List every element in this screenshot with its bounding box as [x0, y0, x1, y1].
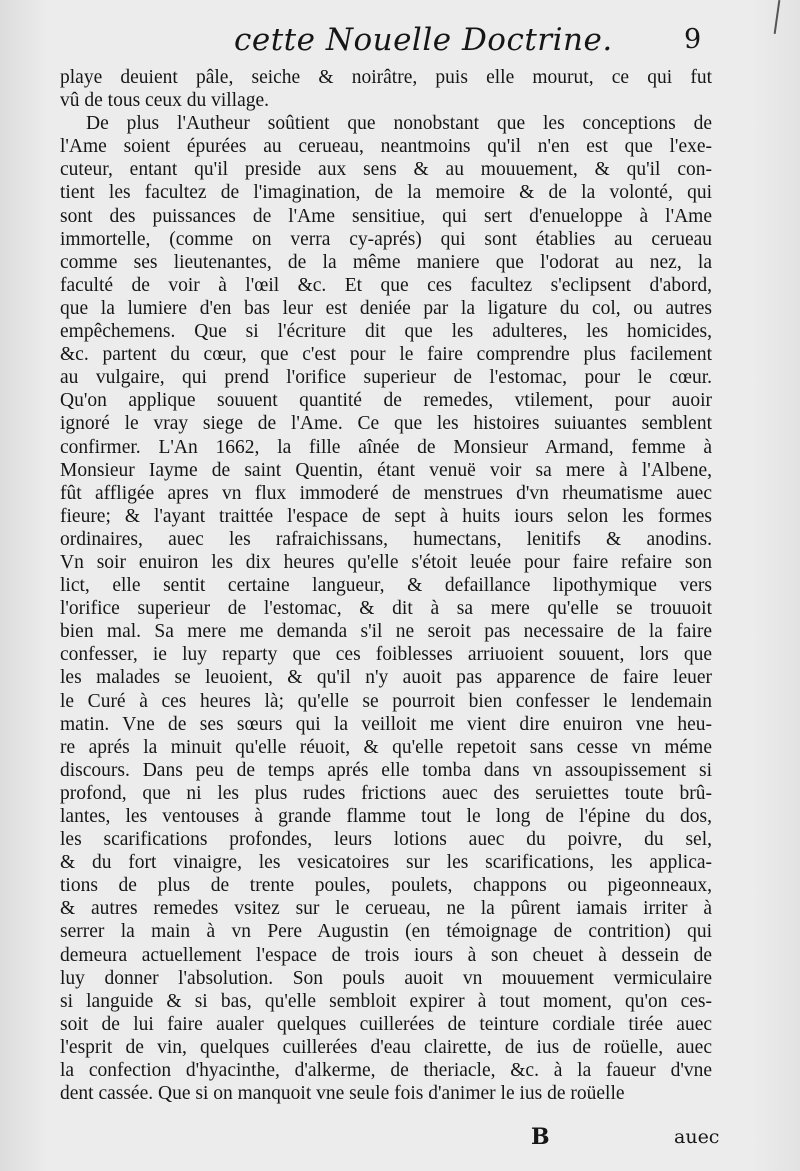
signature-mark: B — [531, 1124, 550, 1150]
text-line: confesser, ie luy reparty que ces foiblesses arriuoient souuent, lors que — [60, 644, 712, 666]
text-line: lict, elle sentit certaine langueur, & defaillance lipothymique vers — [60, 575, 712, 597]
text-line: Qu'on applique souuent quantité de remedes, vtilement, pour auoir — [60, 390, 712, 412]
text-line: comme ses lieutenantes, de la même maniere que l'odorat au nez, la — [60, 251, 712, 273]
text-line: soit de lui faire aualer quelques cuillerées de teinture cordiale tirée auec — [60, 1013, 712, 1035]
page-number: 9 — [684, 24, 702, 55]
text-line: l'Ame soient épurées au cerueau, neantmoins qu'il n'en est que l'exe- — [60, 136, 712, 158]
page-header — [0, 22, 800, 62]
text-line: bien mal. Sa mere me demanda s'il ne seroit pas necessaire de la faire — [60, 621, 712, 643]
page-body-text — [60, 66, 712, 1105]
text-line: Vn soir enuiron les dix heures qu'elle s'étoit leuée pour faire refaire son — [60, 551, 712, 573]
text-line: sont des puissances de l'Ame sensitiue, qui sert d'enueloppe à l'Ame — [60, 205, 712, 227]
text-line: fût affligée apres vn flux immoderé de menstrues d'vn rheumatisme auec — [60, 482, 712, 504]
text-line: ordinaires, auec les rafraichissans, humectans, lenitifs & anodins. — [60, 528, 712, 550]
text-line: le Curé à ces heures là; qu'elle se pourroit bien confesser le lendemain — [60, 690, 712, 712]
text-line: tions de plus de trente poules, poulets, chappons ou pigeonneaux, — [60, 875, 712, 897]
text-line: De plus l'Autheur soûtient que nonobstant que les conceptions de — [86, 113, 712, 135]
text-line: faculté de voir à l'œil &c. Et que ces facultez s'eclipsent d'abord, — [60, 274, 712, 296]
text-line: playe deuient pâle, seiche & noirâtre, puis elle mourut, ce qui fut — [60, 67, 712, 88]
text-line: & du fort vinaigre, les vesicatoires sur les scarifications, les applica- — [60, 852, 712, 874]
text-line: dent cassée. Que si on manquoit vne seule fois d'animer le ius de roüelle — [60, 1083, 625, 1105]
text-line: l'orifice superieur de l'estomac, & dit à sa mere qu'elle se trouuoit — [60, 598, 712, 620]
text-line: tient les facultez de l'imagination, de la memoire & de la volonté, qui — [60, 182, 712, 204]
text-line: matin. Vne de ses sœurs qui la veilloit me vient dire enuiron vne heu- — [60, 713, 712, 735]
text-line: l'esprit de vin, quelques cuillerées d'eau clairette, de ius de roüelle, auec — [60, 1036, 712, 1058]
text-line: les scarifications profondes, leurs lotions auec du poivre, du sel, — [60, 829, 712, 851]
text-line: demeura actuellement l'espace de trois iours à son cheuet à dessein de — [60, 944, 712, 966]
running-title: cette Nouelle Doctrine. — [234, 22, 613, 58]
text-line: ignoré le vray siege de l'Ame. Ce que les histoires suiuantes semblent — [60, 413, 712, 435]
text-line: au vulgaire, qui prend l'orifice superieur de l'estomac, pour le cœur. — [60, 367, 712, 389]
text-line: si languide & si bas, qu'elle sembloit expirer à tout moment, qu'on ces- — [60, 990, 712, 1012]
catchword: auec — [674, 1126, 720, 1148]
text-line: profond, que ni les plus rudes frictions auec des seruiettes toute brû- — [60, 782, 712, 804]
text-line: cuteur, entant qu'il preside aux sens & au mouuement, & qu'il con- — [60, 159, 712, 181]
text-line: serrer la main à vn Pere Augustin (en témoignage de contrition) qui — [60, 921, 712, 943]
text-line: que la lumiere d'en bas leur est deniée par la ligature du col, ou autres — [60, 297, 712, 319]
text-line: empêchemens. Que si l'écriture dit que les adulteres, les homicides, — [60, 321, 712, 343]
text-line: &c. partent du cœur, que c'est pour le faire comprendre plus facilement — [60, 344, 712, 366]
text-line: immortelle, (comme on verra cy-aprés) qui sont établies au cerueau — [60, 228, 712, 250]
text-line: les malades se leuoient, & qu'il n'y auoit pas apparence de faire leuer — [60, 667, 712, 689]
text-line: luy donner l'absolution. Son pouls auoit vn mouuement vermiculaire — [60, 967, 712, 989]
text-line: confirmer. L'An 1662, la fille aînée de Monsieur Armand, femme à — [60, 436, 712, 458]
text-line: fieure; & l'ayant traittée l'espace de sept à huits iours selon les formes — [60, 505, 712, 527]
text-line: vû de tous ceux du village. — [60, 90, 270, 112]
text-line: Monsieur Iayme de saint Quentin, étant venuë voir sa mere à l'Albene, — [60, 459, 712, 481]
text-line: & autres remedes vsitez sur le cerueau, ne la pûrent iamais irriter à — [60, 898, 712, 920]
text-line: lantes, les ventouses à grande flamme tout le long de l'épine du dos, — [60, 806, 712, 827]
text-line: discours. Dans peu de temps aprés elle tomba dans vn assoupissement si — [60, 759, 712, 781]
text-line: re aprés la minuit qu'elle réuoit, & qu'elle repetoit sans cesse vn méme — [60, 736, 712, 758]
text-line: la confection d'hyacinthe, d'alkerme, de theriacle, &c. à la faueur d'vne — [60, 1060, 712, 1082]
